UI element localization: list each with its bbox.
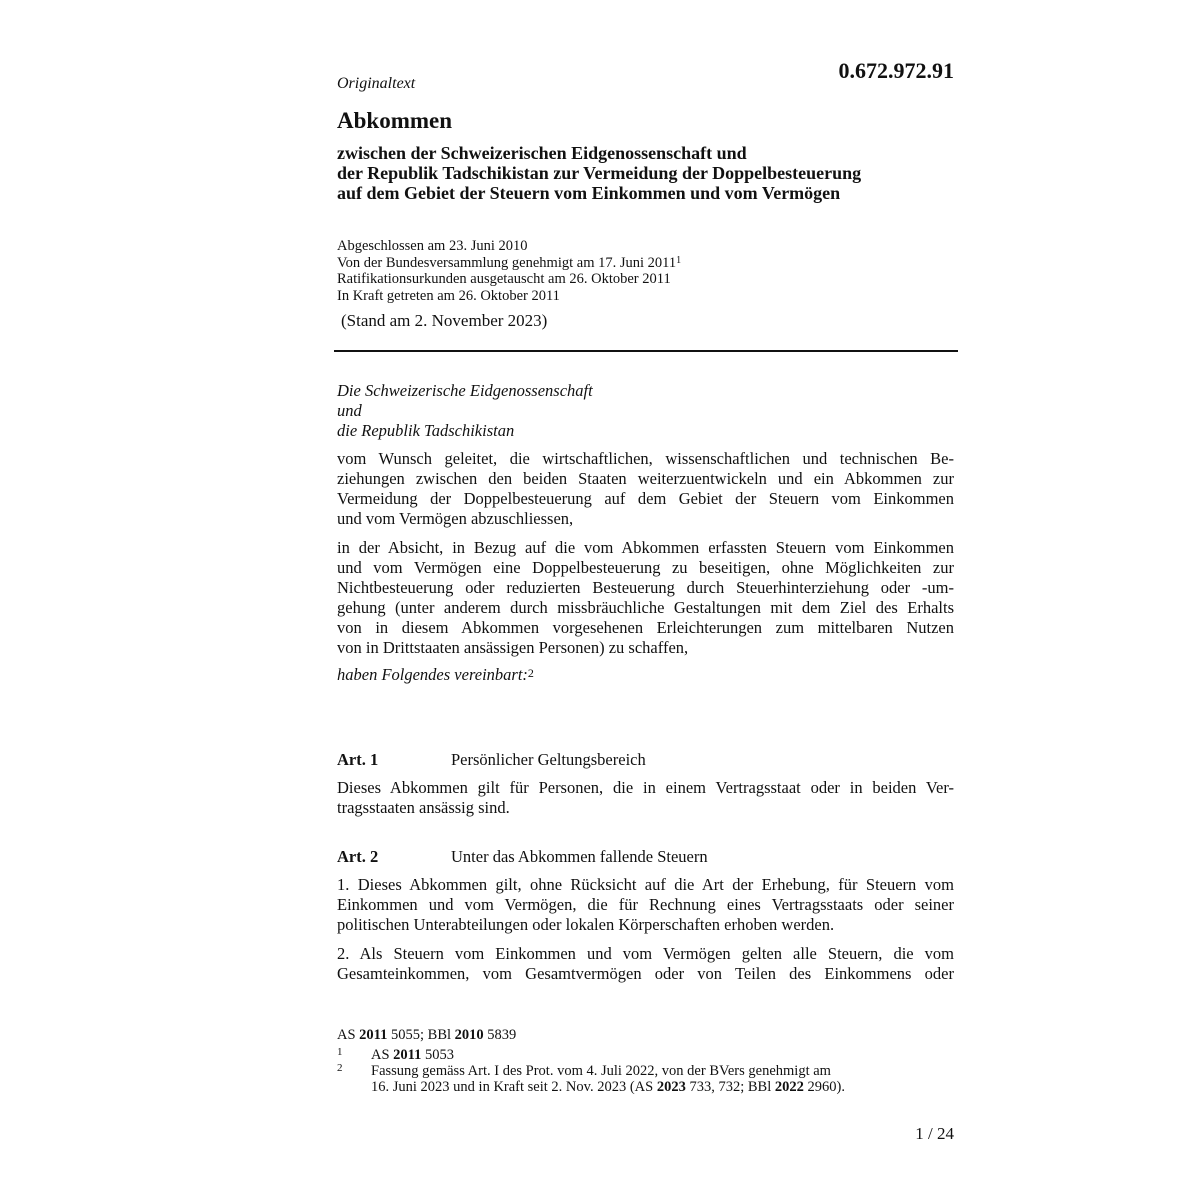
original-text-label: Originaltext xyxy=(337,75,416,92)
article-2-paragraph-1 xyxy=(337,875,954,935)
ref-text: 5055; BBl xyxy=(387,1027,455,1043)
text-line: 1. Dieses Abkommen gilt, ohne Rücksicht auf die Art der Erhebung, für Steuern vom xyxy=(337,875,954,894)
footnote-text xyxy=(371,1079,845,1095)
status-date: (Stand am 2. November 2023) xyxy=(341,311,548,330)
article-2-paragraph-2 xyxy=(337,944,954,984)
footnote-ref-1[interactable]: 1 xyxy=(676,254,682,266)
ref-year: 2010 xyxy=(454,1027,484,1043)
ref-year: 2011 xyxy=(359,1027,388,1043)
text-line: Einkommen und vom Vermögen, die für Rechnung eines Vertragsstaats oder seiner xyxy=(337,895,954,914)
document-subtitle xyxy=(337,143,977,203)
ratified-date: Ratifikationsurkunden ausgetauscht am 26. Oktober 2011 xyxy=(337,271,671,287)
preamble-parties xyxy=(337,381,593,441)
ref-text: AS xyxy=(371,1047,394,1063)
text-line: gehung (unter anderem durch missbräuchliche Gestaltungen mit dem Ziel des Erhalts xyxy=(337,598,954,617)
ref-text: 2960). xyxy=(803,1079,845,1095)
text-line: und vom Vermögen abzuschliessen, xyxy=(337,509,574,528)
preamble-paragraph-1 xyxy=(337,449,954,529)
concluded-date: Abgeschlossen am 23. Juni 2010 xyxy=(337,238,528,254)
official-reference xyxy=(337,1027,516,1044)
ref-text: 5839 xyxy=(483,1027,517,1043)
text-line: in der Absicht, in Bezug auf die vom Abkommen erfassten Steuern vom Einkommen xyxy=(337,538,954,557)
header-divider xyxy=(334,350,958,352)
text-line: ziehungen zwischen den beiden Staaten weiterzuentwickeln und ein Abkommen zur xyxy=(337,469,954,488)
ref-text: 16. Juni 2023 und in Kraft seit 2. Nov. 2023 (AS xyxy=(371,1079,657,1095)
text-line: vom Wunsch geleitet, die wirtschaftlichen, wissenschaftlichen und technischen Be- xyxy=(337,449,954,468)
text-line: von in Drittstaaten ansässigen Personen) zu schaffen, xyxy=(337,638,689,657)
text-line: von in diesem Abkommen vorgesehenen Erleichterungen zum mittelbaren Nutzen xyxy=(337,618,954,637)
ref-year: 2011 xyxy=(393,1047,422,1063)
text-line: und vom Vermögen eine Doppelbesteuerung zu beseitigen, ohne Möglichkeiten zur xyxy=(337,558,954,577)
article-1-heading xyxy=(337,750,646,770)
text-line: Gesamteinkommen, vom Gesamtvermögen oder von Teilen des Einkommens oder xyxy=(337,964,954,983)
party-line: und xyxy=(337,401,362,420)
text-line: tragsstaaten ansässig sind. xyxy=(337,798,510,817)
text-line: Vermeidung der Doppelbesteuerung auf dem Gebiet der Steuern vom Einkommen xyxy=(337,489,954,508)
ref-year: 2022 xyxy=(774,1079,804,1095)
subtitle-line: der Republik Tadschikistan zur Vermeidung der Doppelbesteuerung xyxy=(337,163,862,183)
document-metadata xyxy=(337,238,681,304)
article-title: Unter das Abkommen fallende Steuern xyxy=(451,847,708,866)
footnote-number: 1 xyxy=(337,1046,343,1058)
approved-text: Von der Bundesversammlung genehmigt am 17. Juni 2011 xyxy=(337,254,677,271)
footnote-text: Fassung gemäss Art. I des Prot. vom 4. Juli 2022, von der BVers genehmigt am xyxy=(371,1063,831,1079)
article-title: Persönlicher Geltungsbereich xyxy=(451,750,646,769)
footnote-2 xyxy=(337,1063,845,1095)
in-force-date: In Kraft getreten am 26. Oktober 2011 xyxy=(337,287,560,304)
approved-date xyxy=(337,255,681,272)
page-number: 1 / 24 xyxy=(915,1124,954,1143)
footnote-ref-2[interactable]: 2 xyxy=(527,666,534,680)
agreed-text: haben Folgendes vereinbart: xyxy=(337,665,528,684)
ref-year: 2023 xyxy=(656,1079,686,1095)
article-number: Art. 1 xyxy=(337,750,379,769)
subtitle-line: auf dem Gebiet der Steuern vom Einkommen und vom Vermögen xyxy=(337,183,841,203)
party-line: Die Schweizerische Eidgenossenschaft xyxy=(337,381,593,400)
article-2-heading xyxy=(337,847,708,867)
ref-text: AS xyxy=(337,1027,360,1043)
ref-text: 733, 732; BBl xyxy=(685,1079,775,1095)
text-line: 2. Als Steuern vom Einkommen und vom Vermögen gelten alle Steuern, die vom xyxy=(337,944,954,963)
text-line: Dieses Abkommen gilt für Personen, die in einem Vertragsstaat oder in beiden Ver- xyxy=(337,778,954,797)
article-1-paragraph xyxy=(337,778,954,818)
ref-text: 5053 xyxy=(421,1047,454,1063)
text-line: politischen Unterabteilungen oder lokalen Körperschaften erhoben werden. xyxy=(337,915,835,934)
text-line: Nichtbesteuerung oder reduzierten Besteuerung durch Steuerhinterziehung oder -um- xyxy=(337,578,954,597)
subtitle-line: zwischen der Schweizerischen Eidgenossenschaft und xyxy=(337,143,747,163)
article-number: Art. 2 xyxy=(337,847,379,866)
preamble-agreed xyxy=(337,665,534,685)
footnote-1 xyxy=(337,1047,454,1063)
document-title: Abkommen xyxy=(337,108,453,133)
preamble-paragraph-2 xyxy=(337,538,954,658)
footnote-text xyxy=(371,1047,454,1063)
party-line: die Republik Tadschikistan xyxy=(337,421,515,440)
sr-number: 0.672.972.91 xyxy=(838,58,954,83)
footnote-number: 2 xyxy=(337,1062,343,1074)
